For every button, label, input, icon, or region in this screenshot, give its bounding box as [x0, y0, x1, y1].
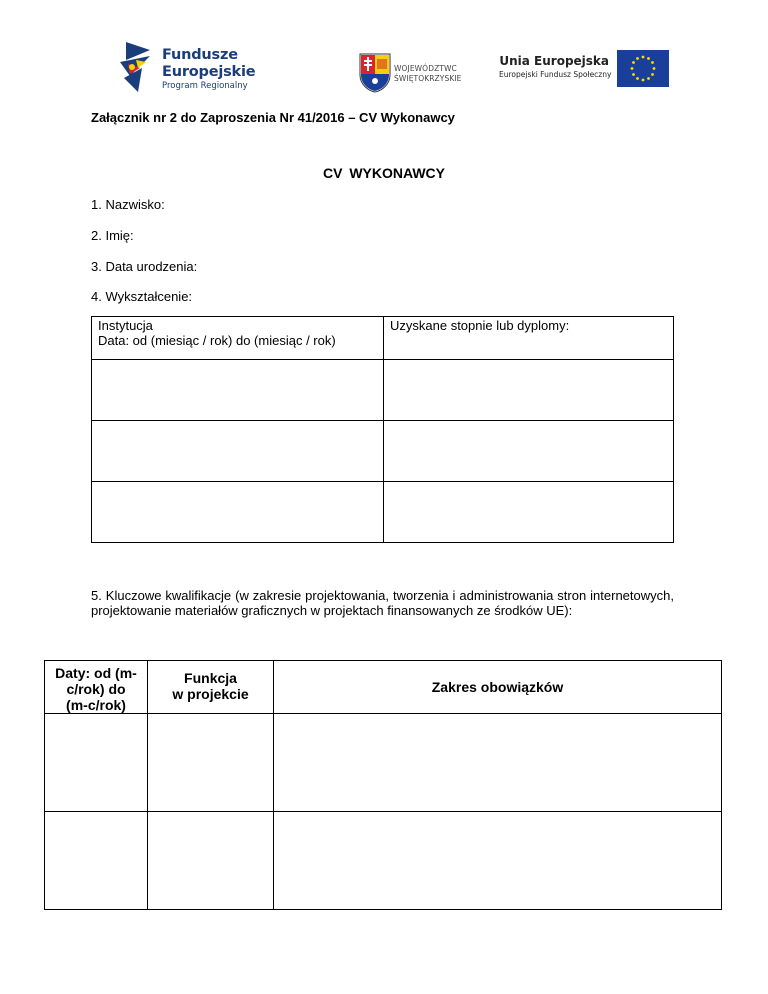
- institution-header-line1: Instytucja: [98, 318, 153, 333]
- function-cell[interactable]: [148, 714, 274, 812]
- education-table-header: [92, 317, 674, 360]
- qualifications-table: [44, 660, 722, 910]
- degree-cell[interactable]: [384, 421, 674, 482]
- fundusze-europejskie-wordmark: [162, 48, 255, 91]
- dates-cell[interactable]: [45, 714, 148, 812]
- fe-line1: Fundusze: [162, 47, 238, 63]
- duties-cell[interactable]: [274, 714, 722, 812]
- dates-cell[interactable]: [45, 812, 148, 910]
- fe-line2: Europejskie: [162, 63, 256, 80]
- dates-header-line3: (m-c/rok): [66, 697, 126, 713]
- eu-line2: Europejski Fundusz Społeczny: [499, 70, 612, 79]
- date-of-birth-label: 3. Data urodzenia:: [91, 259, 198, 274]
- swietokrzyskie-crest-icon: [359, 53, 391, 93]
- eu-flag-icon: [617, 50, 669, 87]
- fundusze-europejskie-logo-icon: [120, 42, 160, 92]
- fe-line3: Program Regionalny: [162, 81, 248, 91]
- table-row: [45, 714, 722, 812]
- table-row: [45, 812, 722, 910]
- institution-cell[interactable]: [92, 360, 384, 421]
- duties-cell[interactable]: [274, 812, 722, 910]
- degrees-header: Uzyskane stopnie lub dyplomy:: [384, 317, 674, 360]
- education-table: [91, 316, 674, 543]
- function-cell[interactable]: [148, 812, 274, 910]
- region-wordmark: [394, 64, 462, 84]
- dates-header: [45, 661, 148, 714]
- surname-label: 1. Nazwisko:: [91, 197, 165, 212]
- institution-header: [92, 317, 384, 360]
- annex-heading: Załącznik nr 2 do Zaproszenia Nr 41/2016 – CV Wykonawcy: [91, 110, 455, 125]
- institution-cell[interactable]: [92, 421, 384, 482]
- region-line2: ŚWIĘTOKRZYSKIE: [394, 74, 462, 83]
- degree-cell[interactable]: [384, 482, 674, 543]
- function-header-line2: w projekcie: [172, 686, 249, 702]
- qualifications-table-header: [45, 661, 722, 714]
- function-header-line1: Funkcja: [184, 670, 237, 686]
- first-name-label: 2. Imię:: [91, 228, 134, 243]
- region-line1: WOJEWÓDZTWC: [394, 64, 457, 73]
- duties-header: Zakres obowiązków: [274, 661, 722, 714]
- table-row: [92, 482, 674, 543]
- key-qualifications-label: 5. Kluczowe kwalifikacje (w zakresie projektowania, tworzenia i administrowania stron internetowych, projektowanie materiałów graficznych w projektach finansowanych ze środków UE):: [91, 588, 674, 618]
- institution-cell[interactable]: [92, 482, 384, 543]
- eu-wordmark: [499, 54, 612, 79]
- dates-header-line1: Daty: od (m-: [55, 665, 137, 681]
- table-row: [92, 421, 674, 482]
- degree-cell[interactable]: [384, 360, 674, 421]
- institution-header-line2: Data: od (miesiąc / rok) do (miesiąc / rok): [98, 333, 336, 348]
- function-header: [148, 661, 274, 714]
- education-label: 4. Wykształcenie:: [91, 289, 193, 304]
- table-row: [92, 360, 674, 421]
- page-title: CV WYKONAWCY: [323, 165, 445, 181]
- dates-header-line2: c/rok) do: [66, 681, 126, 697]
- eu-line1: Unia Europejska: [499, 54, 609, 68]
